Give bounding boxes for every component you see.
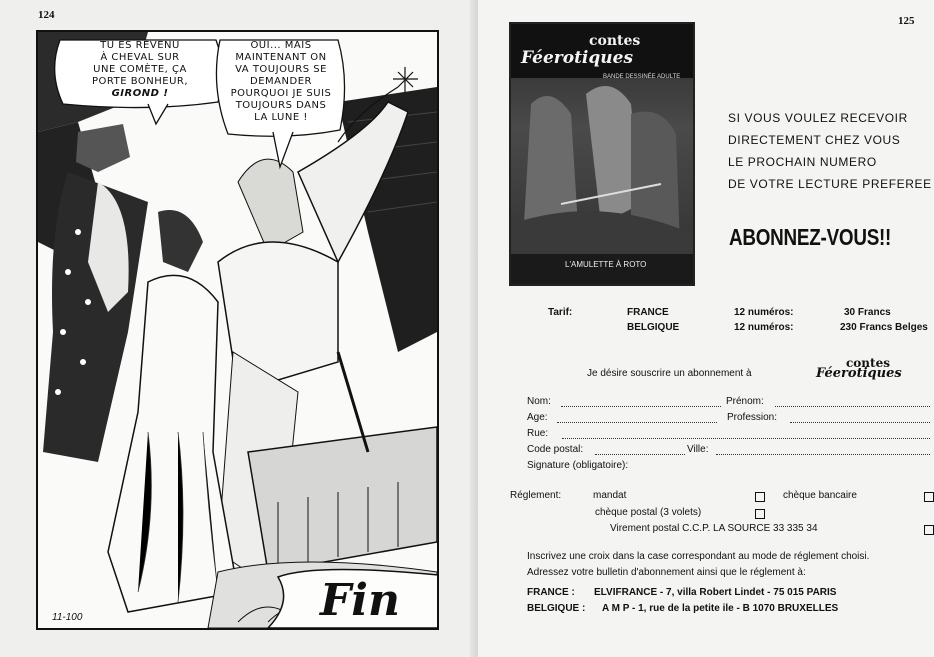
virement-checkbox[interactable] bbox=[924, 525, 934, 535]
reglement-label: Réglement: bbox=[510, 490, 562, 501]
bubble-2-text bbox=[222, 40, 340, 124]
tarif-label: Tarif: bbox=[548, 307, 573, 318]
cover-subtitle: BANDE DESSINÉE ADULTE bbox=[603, 74, 681, 80]
cheque-postal-label: chèque postal (3 volets) bbox=[595, 507, 702, 518]
pitch-line: LE PROCHAIN NUMERO bbox=[728, 155, 877, 169]
tarif-price: 230 Francs Belges bbox=[840, 322, 928, 333]
cheque-postal-checkbox[interactable] bbox=[755, 509, 765, 519]
cheque-bancaire-label: chèque bancaire bbox=[783, 490, 857, 501]
address-value-france: ELVIFRANCE - 7, villa Robert Lindet - 75 015 PARIS bbox=[594, 587, 837, 598]
logo-line1: contes bbox=[846, 356, 890, 370]
pitch-line: DE VOTRE LECTURE PREFEREE bbox=[728, 177, 932, 191]
page-number-left: 124 bbox=[38, 9, 55, 21]
subscribe-headline: ABONNEZ-VOUS!! bbox=[729, 224, 892, 250]
mandat-label: mandat bbox=[593, 490, 627, 501]
bubble-2-line: TOUJOURS DANS bbox=[235, 100, 327, 111]
artist-signature: 11-100 bbox=[52, 612, 83, 623]
bubble-2-line: VA TOUJOURS SE bbox=[235, 64, 327, 75]
tarif-country: BELGIQUE bbox=[627, 322, 680, 333]
rue-label: Rue: bbox=[527, 428, 549, 439]
mandat-checkbox[interactable] bbox=[755, 492, 765, 502]
prenom-label: Prénom: bbox=[726, 396, 764, 407]
rue-field[interactable] bbox=[562, 438, 930, 439]
tarif-price: 30 Francs bbox=[844, 307, 891, 318]
cover-title-line2: Féerotiques bbox=[521, 48, 634, 68]
signature-label: Signature (obligatoire): bbox=[527, 460, 629, 471]
ville-field[interactable] bbox=[716, 454, 930, 455]
address-value-belgique: A M P - 1, rue de la petite ile - B 1070 BRUXELLES bbox=[602, 603, 839, 614]
bubble-1-line: PORTE BONHEUR, bbox=[91, 76, 189, 87]
tarif-issues: 12 numéros: bbox=[734, 307, 794, 318]
virement-label: Virement postal C.C.P. LA SOURCE 33 335 34 bbox=[610, 523, 818, 534]
comic-panel bbox=[36, 30, 439, 630]
profession-field[interactable] bbox=[790, 422, 930, 423]
bubble-1-line: GIROND ! bbox=[111, 88, 169, 99]
bubble-2-line: MAINTENANT ON bbox=[235, 52, 327, 63]
address-label-belgique: BELGIQUE : bbox=[527, 603, 586, 614]
prenom-field[interactable] bbox=[775, 406, 930, 407]
bubble-1-line: À CHEVAL SUR bbox=[100, 52, 180, 63]
bubble-2-line: OUI... MAIS bbox=[250, 40, 312, 51]
nom-field[interactable] bbox=[561, 406, 721, 407]
cheque-bancaire-checkbox[interactable] bbox=[924, 492, 934, 502]
code-postal-field[interactable] bbox=[595, 454, 685, 455]
bubble-1-text bbox=[62, 40, 218, 100]
age-field[interactable] bbox=[557, 422, 717, 423]
ville-label: Ville: bbox=[687, 444, 709, 455]
bubble-2-line: POURQUOI JE SUIS bbox=[230, 88, 332, 99]
logo-line2: Féerotiques bbox=[816, 366, 902, 381]
pitch-line: DIRECTEMENT CHEZ VOUS bbox=[728, 133, 901, 147]
address-label-france: FRANCE : bbox=[527, 587, 575, 598]
instruction-line: Adressez votre bulletin d'abonnement ainsi que le réglement à: bbox=[527, 567, 806, 578]
bubble-1-line: UNE COMÈTE, ÇA bbox=[93, 64, 187, 75]
age-label: Age: bbox=[527, 412, 548, 423]
bubble-2-line: DEMANDER bbox=[250, 76, 312, 87]
page-number-right: 125 bbox=[898, 15, 915, 27]
code-postal-label: Code postal: bbox=[527, 444, 584, 455]
bubble-1-line: TU ES REVENU bbox=[100, 40, 180, 51]
nom-label: Nom: bbox=[527, 396, 551, 407]
contes-logo bbox=[812, 358, 926, 380]
subscribe-text: Je désire souscrire un abonnement à bbox=[587, 368, 752, 379]
instruction-line: Inscrivez une croix dans la case correspondant au mode de réglement choisi. bbox=[527, 551, 870, 562]
fin-text: Fin bbox=[320, 575, 400, 626]
tarif-country: FRANCE bbox=[627, 307, 669, 318]
bubble-2-line: LA LUNE ! bbox=[254, 112, 308, 123]
magazine-cover bbox=[509, 22, 695, 286]
cover-caption: L'AMULETTE À ROTO bbox=[565, 260, 647, 269]
profession-label: Profession: bbox=[727, 412, 778, 423]
tarif-issues: 12 numéros: bbox=[734, 322, 794, 333]
cover-title-line1: contes bbox=[589, 33, 641, 49]
pitch-line: SI VOUS VOULEZ RECEVOIR bbox=[728, 111, 908, 125]
subscription-pitch bbox=[728, 107, 932, 195]
